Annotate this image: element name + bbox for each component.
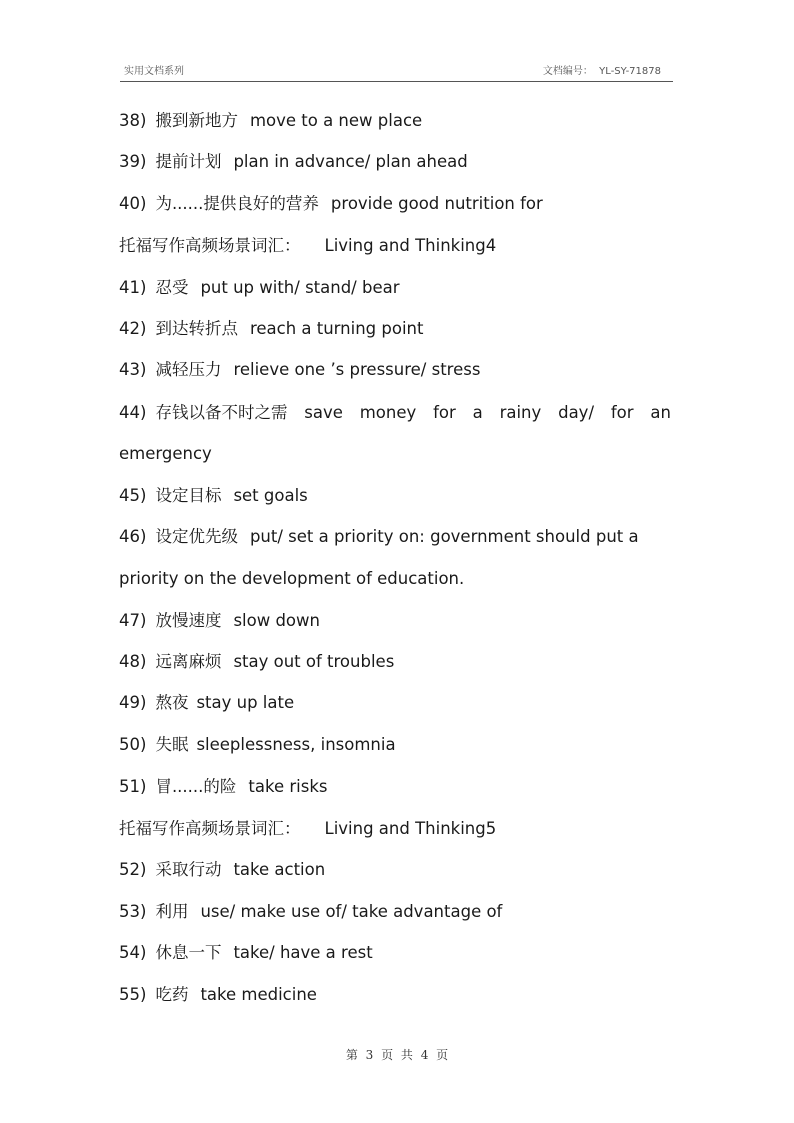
entry-number: 41) <box>119 278 147 297</box>
vocab-entry-46 <box>119 527 671 547</box>
entry-word: save <box>304 403 343 422</box>
heading-chinese: 托福写作高频场景词汇： <box>119 236 301 255</box>
entry-chinese: 熬夜 <box>155 693 189 712</box>
entry-chinese: 吃药 <box>155 985 189 1004</box>
entry-continuation: priority on the development of education. <box>119 569 465 588</box>
entry-english: relieve one ’s pressure/ stress <box>233 360 481 379</box>
vocab-entry-54 <box>119 943 671 963</box>
entry-english: use/ make use of/ take advantage of <box>200 902 503 921</box>
entry-number: 52) <box>119 860 147 879</box>
entry-number: 39) <box>119 152 147 171</box>
entry-chinese: 搬到新地方 <box>155 111 238 130</box>
vocab-entry-50 <box>119 735 671 755</box>
entry-chinese: 为......提供良好的营养 <box>155 194 319 213</box>
entry-chinese: 忍受 <box>155 278 189 297</box>
entry-chinese: 采取行动 <box>155 860 222 879</box>
entry-english: stay up late <box>196 693 295 712</box>
vocab-entry-55 <box>119 985 671 1005</box>
vocab-entry-47 <box>119 611 671 631</box>
entry-word: a <box>472 403 483 422</box>
vocab-entry-52 <box>119 860 671 880</box>
entry-english: take action <box>233 860 326 879</box>
entry-english: put/ set a priority on: government should put a <box>249 527 639 546</box>
entry-chinese: 失眠 <box>155 735 189 754</box>
entry-chinese: 远离麻烦 <box>155 652 222 671</box>
header-series-title: 实用文档系列 <box>124 66 184 77</box>
vocab-entry-43 <box>119 360 671 380</box>
entry-english: move to a new place <box>249 111 423 130</box>
entry-english: stay out of troubles <box>233 652 395 671</box>
entry-english: take risks <box>248 777 328 796</box>
entry-chinese: 休息一下 <box>155 943 222 962</box>
vocab-entry-41 <box>119 278 671 298</box>
entry-number: 42) <box>119 319 147 338</box>
vocab-entry-48 <box>119 652 671 672</box>
section-heading-4 <box>119 236 671 256</box>
entry-english: put up with/ stand/ bear <box>200 278 400 297</box>
entry-number: 40) <box>119 194 147 213</box>
entry-number-and-chinese <box>119 403 287 423</box>
entry-english: take/ have a rest <box>233 943 373 962</box>
entry-word: for <box>433 403 456 422</box>
entry-chinese: 提前计划 <box>155 152 222 171</box>
vocab-entry-45 <box>119 486 671 506</box>
entry-number: 51) <box>119 777 147 796</box>
entry-word: money <box>359 403 417 422</box>
vocab-entry-53 <box>119 902 671 922</box>
entry-chinese: 到达转折点 <box>155 319 238 338</box>
entry-english: reach a turning point <box>249 319 424 338</box>
entry-word: an <box>650 403 671 422</box>
page-header <box>120 61 673 82</box>
vocab-entry-40 <box>119 194 671 214</box>
vocab-entry-46-continued <box>119 569 671 589</box>
entry-number: 46) <box>119 527 147 546</box>
entry-word: day/ <box>558 403 595 422</box>
entry-chinese: 冒......的险 <box>155 777 237 796</box>
vocab-entry-49 <box>119 693 671 713</box>
entry-number: 47) <box>119 611 147 630</box>
entry-chinese: 存钱以备不时之需 <box>155 403 288 422</box>
vocab-entry-44 <box>119 403 671 423</box>
entry-english: set goals <box>233 486 308 505</box>
header-document-number: 文档编号： YL-SY-71878 <box>542 66 661 77</box>
entry-word: for <box>610 403 634 422</box>
entry-number: 49) <box>119 693 147 712</box>
page-number-footer: 第 3 页 共 4 页 <box>345 1048 449 1062</box>
entry-number: 50) <box>119 735 147 754</box>
entry-number: 43) <box>119 360 147 379</box>
vocab-entry-51 <box>119 777 671 797</box>
entry-word: rainy <box>499 403 542 422</box>
section-heading-5 <box>119 819 671 839</box>
vocab-entry-38 <box>119 111 671 131</box>
vocab-entry-44-continued <box>119 444 671 464</box>
entry-english: plan in advance/ plan ahead <box>233 152 468 171</box>
entry-number: 44) <box>119 403 147 422</box>
entry-number: 48) <box>119 652 147 671</box>
entry-number: 45) <box>119 486 147 505</box>
entry-chinese: 设定目标 <box>155 486 222 505</box>
entry-chinese: 利用 <box>155 902 189 921</box>
entry-english: slow down <box>233 611 320 630</box>
entry-chinese: 减轻压力 <box>155 360 222 379</box>
entry-chinese: 放慢速度 <box>155 611 222 630</box>
entry-number: 55) <box>119 985 147 1004</box>
entry-english: provide good nutrition for <box>330 194 543 213</box>
entry-chinese: 设定优先级 <box>155 527 238 546</box>
entry-number: 54) <box>119 943 147 962</box>
entry-continuation: emergency <box>119 444 212 463</box>
entry-english: sleeplessness, insomnia <box>196 735 396 754</box>
vocab-entry-42 <box>119 319 671 339</box>
heading-english: Living and Thinking5 <box>324 819 497 838</box>
entry-english: take medicine <box>200 985 317 1004</box>
vocab-entry-39 <box>119 152 671 172</box>
heading-chinese: 托福写作高频场景词汇： <box>119 819 301 838</box>
heading-english: Living and Thinking4 <box>324 236 497 255</box>
entry-number: 38) <box>119 111 147 130</box>
entry-number: 53) <box>119 902 147 921</box>
